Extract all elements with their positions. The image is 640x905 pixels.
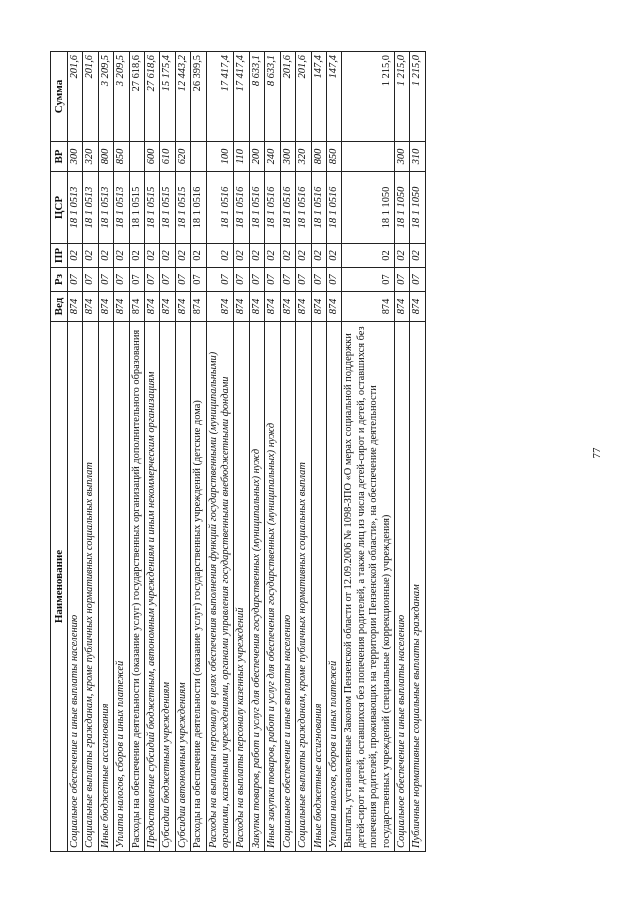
cell-rz: 07 [280,268,295,292]
table-row [410,52,425,852]
cell-sum: 1 215,0 [394,52,409,142]
page-number: 77 [591,447,603,459]
cell-ved: 874 [83,292,98,322]
cell-sum: 17 417,4 [234,52,249,142]
table-row [249,52,264,852]
cell-vr [342,142,395,172]
table-row [311,52,326,852]
cell-csr: 18 1 1050 [394,172,409,244]
rotated-page-content [50,52,590,852]
cell-ved: 874 [145,292,160,322]
table-row [342,52,395,852]
cell-rz: 07 [206,268,234,292]
cell-ved: 874 [114,292,129,322]
cell-name: Закупка товаров, работ и услуг для обеспечения государственных (муниципальных) нужд [249,322,264,852]
cell-name: Иные бюджетные ассигнования [311,322,326,852]
cell-name: Расходы на обеспечение деятельности (оказание услуг) государственных организаций дополнительного образования [129,322,144,852]
cell-pr: 02 [206,244,234,268]
cell-rz: 07 [160,268,175,292]
cell-name: Уплата налогов, сборов и иных платежей [114,322,129,852]
cell-rz: 07 [249,268,264,292]
header-sum: Сумма [51,52,68,142]
cell-name: Субсидии автономным учреждениям [175,322,190,852]
cell-pr: 02 [410,244,425,268]
cell-sum: 147,4 [326,52,341,142]
table-row [296,52,311,852]
cell-sum: 201,6 [83,52,98,142]
cell-csr: 18 1 0516 [280,172,295,244]
cell-vr: 300 [394,142,409,172]
cell-csr: 18 1 0515 [160,172,175,244]
table-row [175,52,190,852]
cell-ved: 874 [280,292,295,322]
cell-vr: 850 [326,142,341,172]
cell-ved: 874 [410,292,425,322]
cell-csr: 18 1 0513 [114,172,129,244]
header-rz: Рз [51,268,68,292]
cell-csr: 18 1 0516 [206,172,234,244]
cell-ved: 874 [206,292,234,322]
cell-csr: 18 1 0515 [145,172,160,244]
table-row [191,52,206,852]
cell-name: Выплаты, установленные Законом Пензенской области от 12.09.2006 № 1098-ЗПО «О мерах социальной поддержки детей-сирот и детей, оставшихся без попечения родителей, а также лиц из числа детей-сирот и детей, оставшихся без попечения родителей, проживающих на территории Пензенской области», на обеспечение деятельности государственных учреждений (специальные (коррекционные) учреждения) [342,322,395,852]
cell-rz: 07 [342,268,395,292]
cell-rz: 07 [68,268,83,292]
table-header-row [51,52,68,852]
cell-pr: 02 [296,244,311,268]
cell-sum: 8 633,1 [265,52,280,142]
cell-ved: 874 [342,292,395,322]
cell-sum: 27 618,6 [145,52,160,142]
cell-ved: 874 [394,292,409,322]
table-row [234,52,249,852]
cell-vr: 240 [265,142,280,172]
cell-pr: 02 [175,244,190,268]
cell-pr: 02 [191,244,206,268]
cell-ved: 874 [234,292,249,322]
cell-vr: 320 [83,142,98,172]
cell-pr: 02 [114,244,129,268]
cell-csr: 18 1 0513 [98,172,113,244]
header-pr: ПР [51,244,68,268]
cell-rz: 07 [311,268,326,292]
cell-pr: 02 [160,244,175,268]
cell-ved: 874 [191,292,206,322]
cell-name: Расходы на выплаты персоналу в целях обеспечения выполнения функций государственными (муниципальными) органами, казенными учреждениями, органами управления государственными внебюджетными фондами [206,322,234,852]
cell-rz: 07 [175,268,190,292]
cell-name: Социальное обеспечение и иные выплаты населению [394,322,409,852]
cell-pr: 02 [265,244,280,268]
cell-sum: 201,6 [68,52,83,142]
table-row [114,52,129,852]
cell-csr: 18 1 0516 [234,172,249,244]
table-row [98,52,113,852]
cell-sum: 3 209,5 [114,52,129,142]
cell-sum: 147,4 [311,52,326,142]
cell-pr: 02 [83,244,98,268]
header-vr: ВР [51,142,68,172]
cell-ved: 874 [175,292,190,322]
cell-pr: 02 [394,244,409,268]
cell-name: Публичные нормативные социальные выплаты гражданам [410,322,425,852]
cell-rz: 07 [145,268,160,292]
cell-vr: 300 [280,142,295,172]
table-row [394,52,409,852]
cell-csr: 18 1 0515 [175,172,190,244]
cell-ved: 874 [296,292,311,322]
table-row [265,52,280,852]
cell-rz: 07 [129,268,144,292]
cell-pr: 02 [145,244,160,268]
cell-csr: 18 1 0513 [83,172,98,244]
cell-vr: 300 [68,142,83,172]
cell-sum: 26 399,5 [191,52,206,142]
cell-pr: 02 [280,244,295,268]
cell-rz: 07 [394,268,409,292]
cell-vr: 800 [98,142,113,172]
cell-vr: 100 [206,142,234,172]
cell-vr: 620 [175,142,190,172]
cell-name: Расходы на выплаты персоналу казенных учреждений [234,322,249,852]
cell-pr: 02 [98,244,113,268]
cell-csr: 18 1 0516 [265,172,280,244]
cell-sum: 1 215,0 [410,52,425,142]
cell-ved: 874 [265,292,280,322]
table-row [326,52,341,852]
cell-rz: 07 [326,268,341,292]
cell-pr: 02 [129,244,144,268]
cell-ved: 874 [68,292,83,322]
table-row [129,52,144,852]
cell-pr: 02 [68,244,83,268]
cell-rz: 07 [265,268,280,292]
cell-ved: 874 [249,292,264,322]
cell-csr: 18 1 0516 [326,172,341,244]
cell-sum: 8 633,1 [249,52,264,142]
table-body [68,52,426,852]
cell-csr: 18 1 0516 [311,172,326,244]
cell-sum: 1 215,0 [342,52,395,142]
cell-csr: 18 1 0515 [129,172,144,244]
header-csr: ЦСР [51,172,68,244]
cell-rz: 07 [191,268,206,292]
cell-vr: 800 [311,142,326,172]
cell-ved: 874 [311,292,326,322]
table-row [145,52,160,852]
cell-sum: 17 417,4 [206,52,234,142]
cell-csr: 18 1 0516 [296,172,311,244]
cell-pr: 02 [311,244,326,268]
cell-name: Социальное обеспечение и иные выплаты населению [280,322,295,852]
cell-sum: 201,6 [280,52,295,142]
cell-vr: 320 [296,142,311,172]
cell-rz: 07 [83,268,98,292]
cell-pr: 02 [249,244,264,268]
cell-rz: 07 [410,268,425,292]
cell-sum: 201,6 [296,52,311,142]
cell-ved: 874 [326,292,341,322]
cell-pr: 02 [234,244,249,268]
cell-ved: 874 [160,292,175,322]
cell-vr [191,142,206,172]
cell-name: Социальные выплаты гражданам, кроме публичных нормативных социальных выплат [83,322,98,852]
cell-name: Иные закупки товаров, работ и услуг для обеспечения государственных (муниципальных) нужд [265,322,280,852]
cell-csr: 18 1 0513 [68,172,83,244]
budget-table [50,51,426,852]
table-row [280,52,295,852]
cell-sum: 12 443,2 [175,52,190,142]
cell-vr: 200 [249,142,264,172]
cell-rz: 07 [98,268,113,292]
cell-vr: 600 [145,142,160,172]
cell-csr: 18 1 0516 [249,172,264,244]
cell-csr: 18 1 1050 [342,172,395,244]
cell-csr: 18 1 0516 [191,172,206,244]
cell-name: Предоставление субсидий бюджетным, автономным учреждениям и иным некоммерческим организациям [145,322,160,852]
cell-vr: 850 [114,142,129,172]
table-row [68,52,83,852]
cell-pr: 02 [326,244,341,268]
cell-name: Субсидии бюджетным учреждениям [160,322,175,852]
cell-rz: 07 [114,268,129,292]
cell-ved: 874 [129,292,144,322]
cell-sum: 27 618,6 [129,52,144,142]
cell-name: Социальные выплаты гражданам, кроме публичных нормативных социальных выплат [296,322,311,852]
table-row [83,52,98,852]
cell-csr: 18 1 1050 [410,172,425,244]
header-name: Наименование [51,322,68,852]
table-row [206,52,234,852]
cell-rz: 07 [296,268,311,292]
cell-sum: 15 175,4 [160,52,175,142]
cell-vr: 310 [410,142,425,172]
cell-name: Уплата налогов, сборов и иных платежей [326,322,341,852]
cell-pr: 02 [342,244,395,268]
cell-name: Социальное обеспечение и иные выплаты населению [68,322,83,852]
cell-vr: 610 [160,142,175,172]
cell-ved: 874 [98,292,113,322]
cell-name: Расходы на обеспечение деятельности (оказание услуг) государственных учреждений (детские дома) [191,322,206,852]
cell-vr: 110 [234,142,249,172]
cell-vr [129,142,144,172]
header-ved: Вед [51,292,68,322]
table-row [160,52,175,852]
cell-sum: 3 209,5 [98,52,113,142]
cell-name: Иные бюджетные ассигнования [98,322,113,852]
cell-rz: 07 [234,268,249,292]
